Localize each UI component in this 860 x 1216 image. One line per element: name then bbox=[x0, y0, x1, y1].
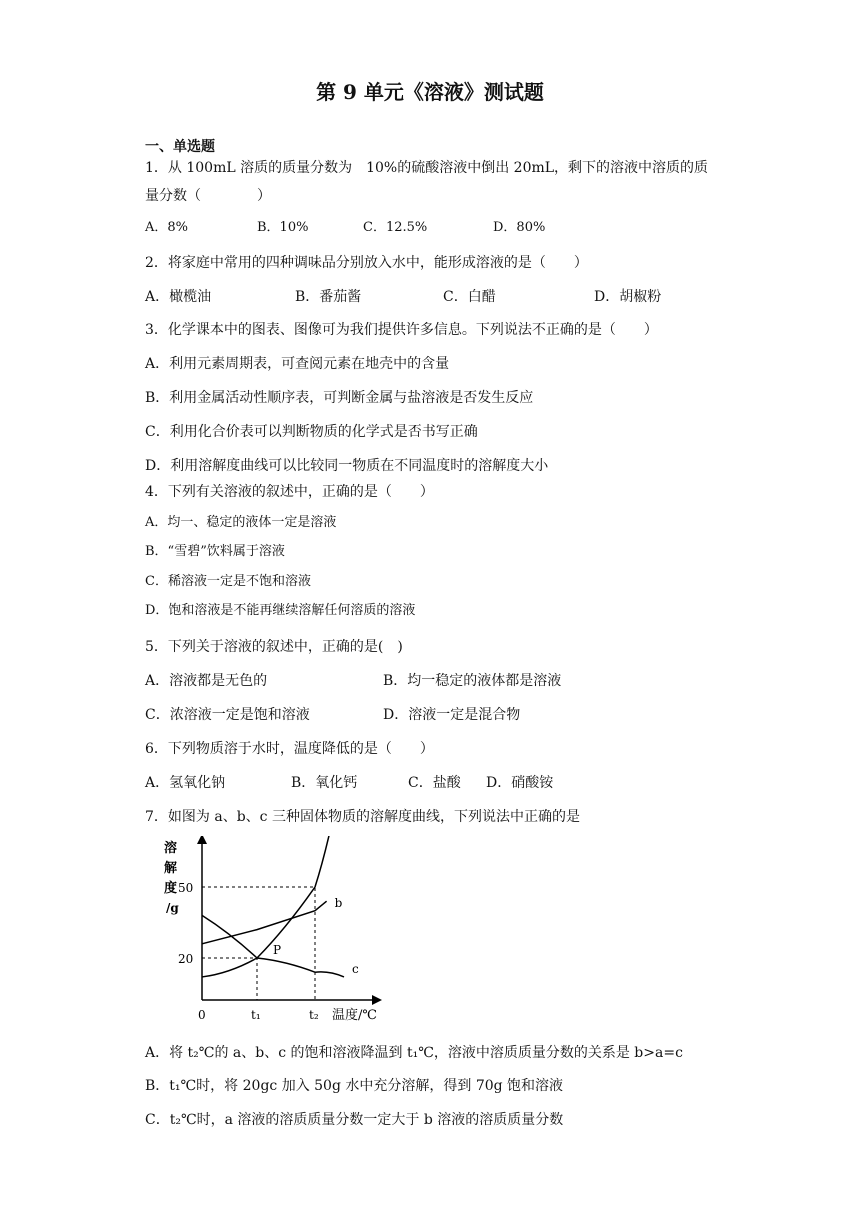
q4-option-d: D．饱和溶液是不能再继续溶解任何溶质的溶液 bbox=[145, 603, 416, 618]
y-tick-20: 20 bbox=[178, 952, 194, 966]
q5-option-d: D．溶液一定是混合物 bbox=[383, 707, 521, 723]
solubility-curve-chart bbox=[160, 836, 390, 1032]
question-5: 5．下列关于溶液的叙述中，正确的是( ) bbox=[145, 639, 403, 655]
y-axis-label-char-1: 解 bbox=[164, 861, 178, 876]
q2-option-c: C．白醋 bbox=[443, 289, 496, 305]
question-6: 6．下列物质溶于水时，温度降低的是（ ） bbox=[145, 741, 434, 757]
q2-option-a: A．橄榄油 bbox=[145, 289, 212, 305]
q1-option-c: C．12.5% bbox=[363, 220, 428, 235]
y-axis-unit: /g bbox=[166, 901, 179, 915]
q1-option-a: A．8% bbox=[145, 220, 189, 235]
question-4: 4．下列有关溶液的叙述中，正确的是（ ） bbox=[145, 484, 434, 500]
curve-label-c: c bbox=[352, 961, 359, 976]
q6-option-c: C．盐酸 bbox=[408, 775, 461, 791]
question-2: 2．将家庭中常用的四种调味品分别放入水中，能形成溶液的是（ ） bbox=[145, 255, 588, 271]
q7-option-b: B．t₁℃时，将 20gc 加入 50g 水中充分溶解，得到 70g 饱和溶液 bbox=[145, 1078, 564, 1094]
y-axis-arrow bbox=[197, 836, 207, 844]
curve-label-b: b bbox=[334, 896, 343, 911]
page-title: 第 9 单元《溶液》测试题 bbox=[316, 80, 544, 104]
q4-option-b: B．“雪碧”饮料属于溶液 bbox=[145, 544, 285, 559]
q1-option-b: B．10% bbox=[257, 220, 309, 235]
section-heading: 一、单选题 bbox=[145, 139, 215, 155]
x-axis-label: 温度/℃ bbox=[332, 1008, 377, 1023]
q3-option-c: C．利用化合价表可以判断物质的化学式是否书写正确 bbox=[145, 424, 478, 440]
q1-option-d: D．80% bbox=[493, 220, 546, 235]
q3-option-a: A．利用元素周期表，可查阅元素在地壳中的含量 bbox=[145, 356, 450, 372]
y-axis-label-char-0: 溶 bbox=[164, 841, 178, 856]
q2-option-d: D．胡椒粉 bbox=[594, 289, 662, 305]
x-axis-arrow bbox=[372, 995, 382, 1005]
q4-option-a: A．均一、稳定的液体一定是溶液 bbox=[145, 515, 337, 530]
q5-option-a: A．溶液都是无色的 bbox=[145, 673, 268, 689]
question-1-line2: 量分数（ ） bbox=[145, 188, 271, 204]
x-tick-t2: t₂ bbox=[309, 1008, 319, 1022]
x-tick-t1: t₁ bbox=[251, 1008, 261, 1022]
curve-a bbox=[202, 836, 332, 977]
point-p-label: P bbox=[273, 943, 282, 957]
q4-option-c: C．稀溶液一定是不饱和溶液 bbox=[145, 574, 311, 589]
question-1-line1: 1．从 100mL 溶质的质量分数为 10%的硫酸溶液中倒出 20mL，剩下的溶液中溶质的质 bbox=[145, 160, 709, 176]
y-axis-label-char-2: 度 bbox=[164, 881, 178, 896]
q5-option-b: B．均一稳定的液体都是溶液 bbox=[383, 673, 562, 689]
y-tick-50: 50 bbox=[178, 881, 194, 895]
curve-b bbox=[202, 901, 327, 944]
q6-option-a: A．氢氧化钠 bbox=[145, 775, 226, 791]
q6-option-b: B．氧化钙 bbox=[291, 775, 358, 791]
q7-option-c: C．t₂℃时，a 溶液的溶质质量分数一定大于 b 溶液的溶质质量分数 bbox=[145, 1112, 564, 1128]
q6-option-d: D．硝酸铵 bbox=[486, 775, 554, 791]
q5-option-c: C．浓溶液一定是饱和溶液 bbox=[145, 707, 310, 723]
q3-option-d: D．利用溶解度曲线可以比较同一物质在不同温度时的溶解度大小 bbox=[145, 458, 549, 474]
q2-option-b: B．番茄酱 bbox=[295, 289, 362, 305]
guide-50 bbox=[202, 887, 315, 1000]
origin-label: 0 bbox=[198, 1008, 206, 1022]
question-3: 3．化学课本中的图表、图像可为我们提供许多信息。下列说法不正确的是（ ） bbox=[145, 322, 658, 338]
question-7: 7．如图为 a、b、c 三种固体物质的溶解度曲线，下列说法中正确的是 bbox=[145, 809, 580, 825]
q7-option-a: A．将 t₂℃的 a、b、c 的饱和溶液降温到 t₁℃，溶液中溶质质量分数的关系是 b>a=c bbox=[145, 1045, 683, 1061]
guide-20 bbox=[202, 958, 257, 1000]
q3-option-b: B．利用金属活动性顺序表，可判断金属与盐溶液是否发生反应 bbox=[145, 390, 534, 406]
